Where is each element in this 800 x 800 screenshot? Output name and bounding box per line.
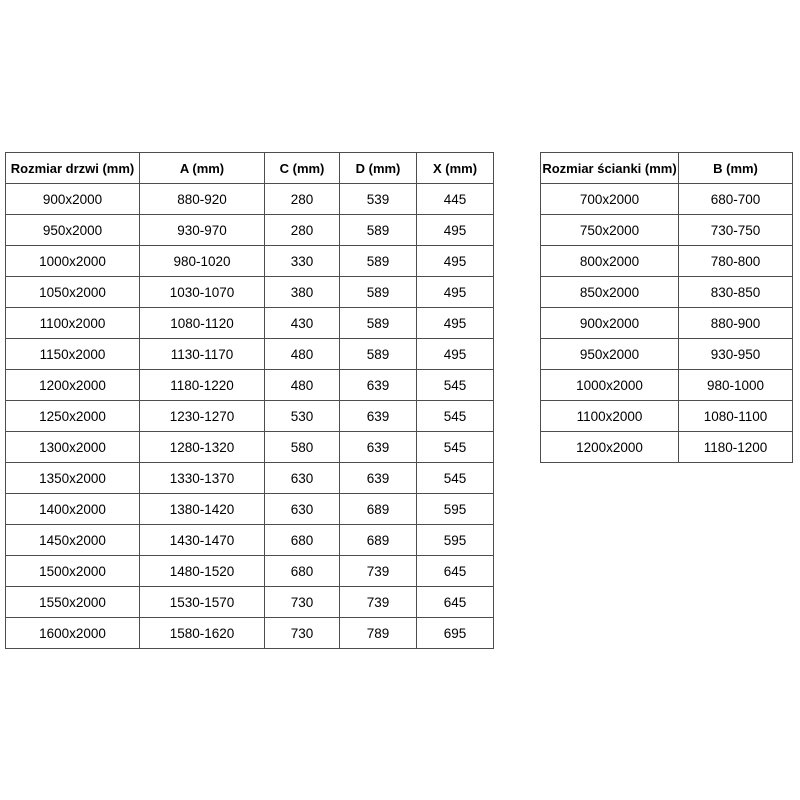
table-cell: 695 [417, 618, 494, 649]
table-cell: 780-800 [679, 246, 793, 277]
column-header: D (mm) [340, 153, 417, 184]
table-cell: 1080-1120 [140, 308, 265, 339]
table-row [6, 556, 494, 587]
table-cell: 1100x2000 [541, 401, 679, 432]
door-table-body [6, 184, 494, 649]
table-cell: 639 [340, 401, 417, 432]
table-cell: 680 [265, 525, 340, 556]
table-cell: 1050x2000 [6, 277, 140, 308]
column-header: C (mm) [265, 153, 340, 184]
table-cell: 589 [340, 339, 417, 370]
table-cell: 739 [340, 587, 417, 618]
table-cell: 280 [265, 184, 340, 215]
table-cell: 830-850 [679, 277, 793, 308]
table-row [541, 339, 793, 370]
table-cell: 680 [265, 556, 340, 587]
table-cell: 730 [265, 618, 340, 649]
table-cell: 589 [340, 308, 417, 339]
wall-dimensions-table [540, 152, 793, 463]
table-cell: 1100x2000 [6, 308, 140, 339]
table-cell: 1450x2000 [6, 525, 140, 556]
table-row [6, 277, 494, 308]
table-cell: 545 [417, 463, 494, 494]
column-header: Rozmiar ścianki (mm) [541, 153, 679, 184]
table-row [541, 432, 793, 463]
table-cell: 700x2000 [541, 184, 679, 215]
table-cell: 1400x2000 [6, 494, 140, 525]
header-row [6, 153, 494, 184]
door-dimensions-table [5, 152, 494, 649]
table-row [6, 525, 494, 556]
table-cell: 545 [417, 370, 494, 401]
table-cell: 1080-1100 [679, 401, 793, 432]
table-cell: 1150x2000 [6, 339, 140, 370]
table-cell: 1130-1170 [140, 339, 265, 370]
table-row [6, 401, 494, 432]
table-row [6, 587, 494, 618]
table-row [541, 308, 793, 339]
table-cell: 530 [265, 401, 340, 432]
table-cell: 545 [417, 432, 494, 463]
table-row [541, 184, 793, 215]
table-cell: 980-1020 [140, 246, 265, 277]
table-cell: 1500x2000 [6, 556, 140, 587]
table-row [541, 401, 793, 432]
table-cell: 380 [265, 277, 340, 308]
table-row [6, 184, 494, 215]
table-cell: 950x2000 [541, 339, 679, 370]
table-cell: 1380-1420 [140, 494, 265, 525]
table-cell: 1550x2000 [6, 587, 140, 618]
table-cell: 1330-1370 [140, 463, 265, 494]
table-cell: 1200x2000 [6, 370, 140, 401]
table-cell: 1430-1470 [140, 525, 265, 556]
table-cell: 495 [417, 277, 494, 308]
table-cell: 495 [417, 339, 494, 370]
table-cell: 689 [340, 525, 417, 556]
table-cell: 445 [417, 184, 494, 215]
table-row [6, 432, 494, 463]
table-cell: 595 [417, 525, 494, 556]
table-cell: 1350x2000 [6, 463, 140, 494]
table-cell: 630 [265, 463, 340, 494]
table-row [6, 308, 494, 339]
table-cell: 330 [265, 246, 340, 277]
table-cell: 1030-1070 [140, 277, 265, 308]
table-cell: 880-900 [679, 308, 793, 339]
table-cell: 639 [340, 463, 417, 494]
table-cell: 589 [340, 277, 417, 308]
column-header: X (mm) [417, 153, 494, 184]
table-cell: 800x2000 [541, 246, 679, 277]
table-row [6, 339, 494, 370]
table-row [6, 246, 494, 277]
table-row [6, 463, 494, 494]
table-row [541, 370, 793, 401]
column-header: B (mm) [679, 153, 793, 184]
table-cell: 645 [417, 556, 494, 587]
table-cell: 1250x2000 [6, 401, 140, 432]
table-cell: 750x2000 [541, 215, 679, 246]
table-cell: 495 [417, 215, 494, 246]
table-cell: 1000x2000 [541, 370, 679, 401]
table-cell: 595 [417, 494, 494, 525]
table-cell: 630 [265, 494, 340, 525]
table-cell: 739 [340, 556, 417, 587]
table-cell: 730-750 [679, 215, 793, 246]
table-cell: 539 [340, 184, 417, 215]
table-row [6, 494, 494, 525]
table-row [541, 215, 793, 246]
table-row [6, 618, 494, 649]
table-cell: 645 [417, 587, 494, 618]
table-cell: 280 [265, 215, 340, 246]
door-table-header [6, 153, 494, 184]
table-cell: 495 [417, 246, 494, 277]
table-cell: 639 [340, 432, 417, 463]
table-row [6, 370, 494, 401]
table-row [541, 246, 793, 277]
table-cell: 1480-1520 [140, 556, 265, 587]
table-cell: 930-950 [679, 339, 793, 370]
wall-table-header [541, 153, 793, 184]
table-cell: 495 [417, 308, 494, 339]
table-cell: 1580-1620 [140, 618, 265, 649]
table-cell: 900x2000 [6, 184, 140, 215]
table-cell: 730 [265, 587, 340, 618]
table-cell: 639 [340, 370, 417, 401]
table-cell: 1300x2000 [6, 432, 140, 463]
table-row [6, 215, 494, 246]
table-cell: 1280-1320 [140, 432, 265, 463]
table-cell: 580 [265, 432, 340, 463]
table-cell: 1600x2000 [6, 618, 140, 649]
table-cell: 689 [340, 494, 417, 525]
table-cell: 980-1000 [679, 370, 793, 401]
table-cell: 589 [340, 246, 417, 277]
wall-table-body [541, 184, 793, 463]
table-cell: 480 [265, 370, 340, 401]
table-cell: 430 [265, 308, 340, 339]
table-cell: 680-700 [679, 184, 793, 215]
table-cell: 789 [340, 618, 417, 649]
table-cell: 1180-1220 [140, 370, 265, 401]
header-row [541, 153, 793, 184]
table-cell: 1180-1200 [679, 432, 793, 463]
table-cell: 545 [417, 401, 494, 432]
table-cell: 900x2000 [541, 308, 679, 339]
table-cell: 950x2000 [6, 215, 140, 246]
table-cell: 1200x2000 [541, 432, 679, 463]
table-cell: 930-970 [140, 215, 265, 246]
table-row [541, 277, 793, 308]
table-cell: 850x2000 [541, 277, 679, 308]
table-cell: 1530-1570 [140, 587, 265, 618]
table-cell: 480 [265, 339, 340, 370]
column-header: Rozmiar drzwi (mm) [6, 153, 140, 184]
column-header: A (mm) [140, 153, 265, 184]
table-cell: 589 [340, 215, 417, 246]
table-cell: 880-920 [140, 184, 265, 215]
table-cell: 1230-1270 [140, 401, 265, 432]
table-cell: 1000x2000 [6, 246, 140, 277]
